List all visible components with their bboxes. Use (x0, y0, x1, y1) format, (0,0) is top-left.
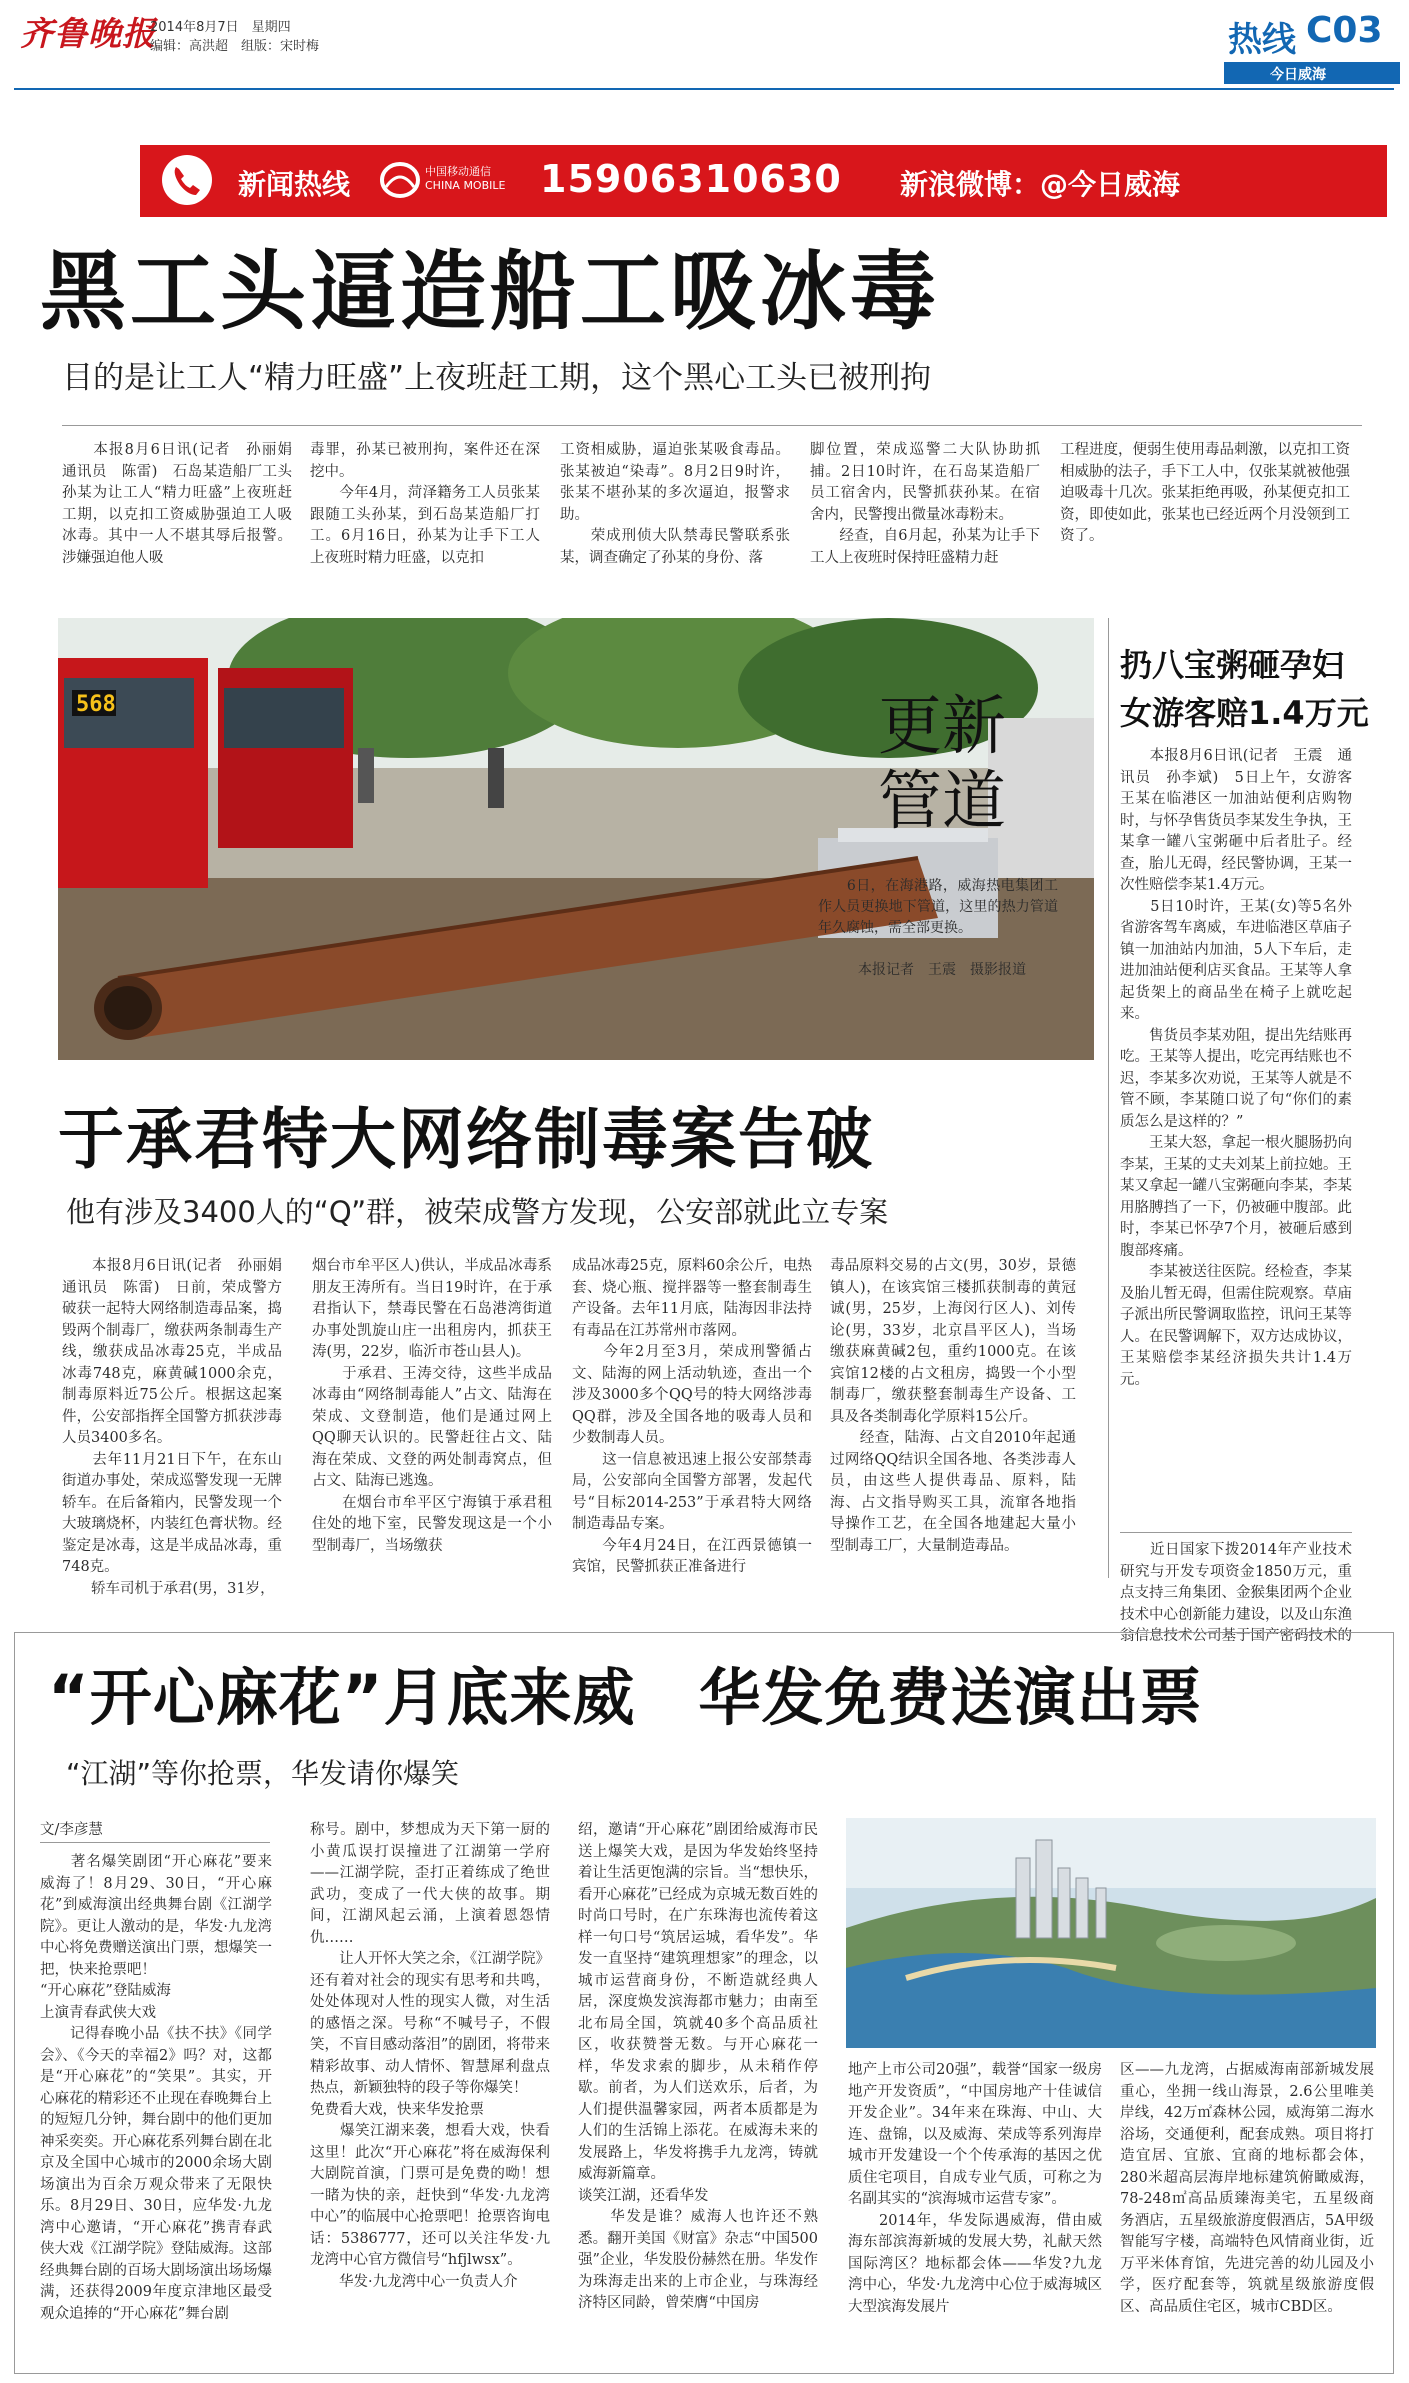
story1-column-3: 工资相威胁，逼迫张某吸食毒品。张某被迫“染毒”。8月2日9时许，张某不堪孙某的多次逼迫，报警求助。 荣成刑侦大队禁毒民警联系张某，调查确定了孙某的身份、落 (560, 442, 790, 566)
story1-column-4: 脚位置，荣成巡警二大队协助抓捕。2日10时许，在石岛某造船厂员工宿舍内，民警抓获孙某。在宿舍内，民警搜出微量冰毒粉末。 经查，自6月起，孙某为让手下工人上夜班时保持旺盛精力赶 (810, 442, 1040, 566)
brief-rule (1120, 1532, 1352, 1533)
editors-credit: 编辑：高洪超 组版：宋时梅 (150, 39, 320, 54)
page-number: C03 (1306, 10, 1383, 51)
brief-body: 近日国家下拨2014年产业技术研究与开发专项资金1850万元，重点支持三角集团、金猴集团两个企业技术中心创新能力建设，以及山东渔翁信息技术公司基于国产密码技术的 (1120, 1542, 1352, 1644)
story3-column-2: 烟台市牟平区人)供认，半成品冰毒系朋友王涛所有。当日19时许，在于承君指认下，禁毒民警在石岛港湾街道办事处凯旋山庄一出租房内，抓获王涛(男，22岁，临沂市苍山县人)。 于承君、王涛交待，这些半成品冰毒由“网络制毒能人”占文、陆海在荣成、文登制造，他们是通过网上QQ聊天认识的。民警赶往占文、陆海在荣成、文登的两处制毒窝点，但占文、陆海已逃逸。 在烟台市牟平区宁海镇于承君租住处的地下室，民警发现这是一个小型制毒厂，当场缴获 (312, 1258, 552, 1554)
bus-route-number: 568 (76, 692, 116, 717)
story1-column-1: 本报8月6日讯(记者 孙丽娟 通讯员 陈雷) 石岛某造船厂工头孙某为让工人“精力旺盛”上夜班赶工期，以克扣工资威胁强迫工人吸冰毒。其中一人不堪其辱后报警。涉嫌强迫他人吸 (62, 442, 292, 566)
story3-column-1: 本报8月6日讯(记者 孙丽娟 通讯员 陈雷) 日前，荣成警方破获一起特大网络制造毒品案，捣毁两个制毒厂，缴获两条制毒生产线，缴获成品冰毒25克，半成品冰毒748克，麻黄碱1000余克，制毒原料近75公斤。根据这起案件，公安部指挥全国警方抓获涉毒人员3400多名。 去年11月21日下午，在东山街道办事处，荣成巡警发现一无牌轿车。在后备箱内，民警发现一个大玻璃烧杯，内装红色膏状物。经鉴定是冰毒，这是半成品冰毒，重748克。 轿车司机于承君(男，31岁， (62, 1258, 282, 1597)
hotline-label: 新闻热线 (238, 168, 351, 201)
masthead-rule (14, 88, 1394, 90)
photo-caption: 6日，在海港路，威海热电集团工作人员更换地下管道，这里的热力管道年久腐蚀，需全部更换。 (818, 878, 1058, 936)
story1-column-2: 毒罪，孙某已被刑拘，案件还在深挖中。 今年4月，菏泽籍务工人员张某跟随工头孙某，到石岛某造船厂打工。6月16日，孙某为让手下工人上夜班时精力旺盛，以克扣 (310, 442, 540, 566)
newspaper-logo: 齐鲁晚报 (20, 14, 156, 53)
ad-subhead: “江湖”等你抢票，华发请你爆笑 (66, 1757, 460, 1790)
story1-subhead: 目的是让工人“精力旺盛”上夜班赶工期，这个黑心工头已被刑拘 (62, 360, 932, 396)
story1-headline: 黑工头逼造船工吸冰毒 (40, 242, 940, 342)
story3-column-3: 成品冰毒25克，原料60余公斤，电热套、烧心瓶、搅拌器等一整套制毒生产设备。去年11月底，陆海因非法持有毒品在江苏常州市落网。 今年2月至3月，荣成刑警循占文、陆海的网上活动轨迹，查出一个涉及3000多个QQ号的特大网络涉毒QQ群，涉及全国各地的吸毒人员和少数制毒人员。 这一信息被迅速上报公安部禁毒局，公安部向全国警方部署，发起代号“目标2014-253”于承君特大网络制造毒品专案。 今年4月24日，在江西景德镇一宾馆，民警抓获正准备进行 (572, 1258, 812, 1575)
story2-body: 本报8月6日讯(记者 王震 通讯员 孙李斌) 5日上午，女游客王某在临港区一加油站便利店购物时，与怀孕售货员李某发生争执，王某拿一罐八宝粥砸中后者肚子。经查，胎儿无碍，经民警协调，王某一次性赔偿李某1.4万元。 5日10时许，王某(女)等5名外省游客驾车离威，车进临港区草庙子镇一加油站内加油，5人下车后，走进加油站便利店买食品。王某等人拿起货架上的商品坐在椅子上就吃起来。 售货员李某劝阻，提出先结账再吃。王某等人提出，吃完再结账也不迟，李某多次劝说，王某等人就是不管不顾，李某随口说了句“你们的素质怎么是这样的？” 王某大怒，拿起一根火腿肠扔向李某，王某的丈夫刘某上前拉她。王某又拿起一罐八宝粥砸向李某，李某用胳膊挡了一下，仍被砸中腹部。此时，李某已怀孕7个月，被砸后感到腹部疼痛。 李某被送往医院。经检查，李某及胎儿暂无碍，但需住院观察。草庙子派出所民警调取监控，讯问王某等人。在民警调解下，双方达成协议，王某赔偿李某经济损失共计1.4万元。 (1120, 748, 1352, 1388)
phone-icon (160, 153, 214, 207)
right-column-rule (1108, 618, 1109, 1578)
story3-headline: 于承君特大网络制毒案告破 (58, 1101, 874, 1178)
hotline-banner (140, 145, 1387, 217)
ad-byline: 文/李彦慧 (40, 1820, 270, 1843)
ad-column-1: 著名爆笑剧团“开心麻花”要来威海了！8月29、30日，“开心麻花”到威海演出经典舞台剧《江湖学院》。更让人激动的是，华发·九龙湾中心将免费赠送演出门票，想爆笑一把，快来抢票吧！ “开心麻花”登陆威海 上演青春武侠大戏 记得春晚小品《扶不扶》《同学会》、《今天的幸福2》吗？对，这都是“开心麻花”的“笑果”。其实，开心麻花的精彩还不止现在春晚舞台上的短短几分钟，舞台剧中的他们更加神采奕奕。开心麻花系列舞台剧在北京及全国中心城市的2000余场大剧场演出为百余万观众带来了无限快乐。8月29日、30日，应华发·九龙湾中心邀请，“开心麻花”携青春武侠大戏《江湖学院》登陆威海。这部经典舞台剧的百场大剧场演出场场爆满，还获得2009年度京津地区最受观众追捧的“开心麻花”舞台剧 (40, 1854, 272, 2322)
carrier-name: 中国移动通信 CHINA MOBILE (425, 165, 506, 192)
hotline-phone[interactable]: 15906310630 (540, 157, 842, 201)
issue-date: 2014年8月7日 星期四 (150, 20, 291, 35)
story3-column-4: 毒品原料交易的占文(男，30岁，景德镇人)，在该宾馆三楼抓获制毒的黄冠诚(男，25岁，上海闵行区人)、刘传论(男，33岁，北京昌平区人)，当场缴获麻黄碱2包，重约1000克。在该宾馆12楼的占文租房，捣毁一个小型制毒厂，缴获整套制毒生产设备、工具及各类制毒化学原料15公斤。 经查，陆海、占文自2010年起通过网络QQ结识全国各地、各类涉毒人员，由这些人提供毒品、原料，陆海、占文指导购买工具，流窜各地指导操作工艺，在全国各地建起大量小型制毒工厂，大量制造毒品。 (830, 1258, 1076, 1554)
china-mobile-logo-icon (380, 161, 420, 199)
ad-column-5: 区——九龙湾，占据威海南部新城发展重心，坐拥一线山海景，2.6公里唯美岸线，42万㎡森林公园，威海第二海水浴场，交通便利，配套成熟。项目将打造宜居、宜旅、宜商的地标都会体，280米超高层海岸地标建筑俯瞰威海，78-248㎡高品质臻海美宅，五星级商务酒店，五星级旅游度假酒店，5A甲级智能写字楼，高端特色风情商业街，近万平米体育馆，先进完善的幼儿园及小学，医疗配套等，筑就星级旅游度假区、高品质住宅区，城市CBD区。 (1120, 2062, 1374, 2315)
photo-credit: 本报记者 王震 摄影报道 (858, 962, 1026, 978)
story1-column-5: 工程进度，便弱生使用毒品刺激，以克扣工资相威胁的法子，手下工人中，仅张某就被他强迫吸毒十几次。张某拒绝再吸，孙某便克扣工资，即使如此，张某也已经近两个月没领到工资了。 (1060, 442, 1350, 544)
story1-rule (62, 425, 1362, 426)
story3-subhead: 他有涉及3400人的“Q”群，被荣成警方发现，公安部就此立专案 (66, 1195, 889, 1229)
coastal-development-rendering (846, 1818, 1376, 2048)
weibo-handle[interactable]: 新浪微博：@今日威海 (900, 168, 1181, 201)
photo-title: 更新管道 (878, 690, 1006, 839)
story2-headline-line2: 女游客赔1.4万元 (1120, 694, 1369, 732)
ad-column-3: 绍，邀请“开心麻花”剧团给威海市民送上爆笑大戏，是因为华发始终坚持着让生活更饱满的宗旨。当“想快乐，看开心麻花”已经成为京城无数百姓的时尚口号时，在广东珠海也流传着这样一句口号“筑居运城，看华发”。华发一直坚持“建筑理想家”的理念，以城市运营商身份，不断造就经典人居，深度焕发滨海都市魅力；由南至北布局全国，筑就40多个高品质社区，收获赞誉无数。与开心麻花一样，华发求索的脚步，从未稍作停歇。前者，为人们送欢乐，后者，为人们提供温馨家园，两者本质都是为人们的生活锦上添花。在威海未来的发展路上，华发将携手九龙湾，铸就威海新篇章。 谈笑江湖，还看华发 华发是谁？威海人也许还不熟悉。翻开美国《财富》杂志“中国500强”企业，华发股份赫然在册。华发作为珠海走出来的上市企业，与珠海经济特区同龄，曾荣膺“中国房 (578, 1822, 818, 2311)
story2-headline-line1: 扔八宝粥砸孕妇 (1120, 646, 1345, 684)
ad-column-4: 地产上市公司20强”，载誉“国家一级房地产开发资质”，“中国房地产十佳诚信开发企业”。34年来在珠海、中山、大连、盘锦，以及威海、荣成等系列海岸城市开发建设一个个传承海的基因之优质住宅项目，自成专业气质，可称之为名副其实的“滨海城市运营专家”。 2014年，华发际遇威海，借由威海东部滨海新城的发展大势，礼献天然国际湾区？地标都会体——华发?九龙湾中心，华发·九龙湾中心位于威海城区大型滨海发展片 (848, 2062, 1102, 2315)
section-title: 热线 (1228, 20, 1296, 60)
ad-headline: “开心麻花”月底来威 华发免费送演出票 (48, 1661, 1203, 1734)
ad-column-2: 称号。剧中，梦想成为天下第一厨的小黄瓜误打误撞进了江湖第一学府——江湖学院，歪打正着练成了绝世武功，变成了一代大侠的故事。期间，江湖风起云涌，上演着恩怨情仇…… 让人开怀大笑之余，《江湖学院》还有着对社会的现实有思考和共鸣，处处体现对人性的现实人微，对生活的感悟之深。号称“不喊号子，不假笑，不盲目感动落泪”的剧团，将带来精彩故事、动人情怀、智慧犀利盘点热点，新颖独特的段子等你爆笑！ 免费看大戏，快来华发抢票 爆笑江湖来袭，想看大戏，快看这里！此次“开心麻花”将在威海保利大剧院首演，门票可是免费的呦！想一睹为快的亲，赶快到“华发·九龙湾中心”的临展中心抢票吧！抢票咨询电话：5386777，还可以关注华发·九龙湾中心官方微信号“hfjlwsx”。 华发·九龙湾中心一负责人介 (310, 1822, 550, 2290)
edition-name: 今日威海 (1270, 67, 1326, 83)
